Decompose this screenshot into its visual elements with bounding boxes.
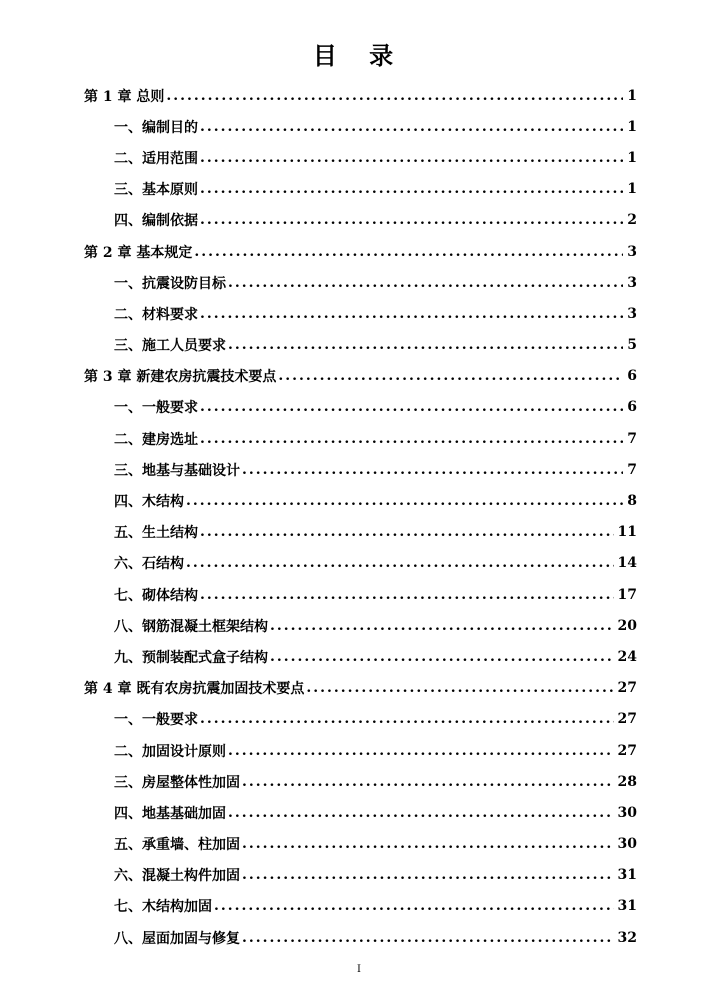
toc-chapter-entry[interactable] [84,80,637,111]
toc-entry-page: 20 [617,617,637,634]
toc-entry-page: 7 [627,430,637,447]
toc-dot-leader [242,836,614,852]
toc-dot-leader [242,930,614,946]
toc-entry-label: 五、生土结构 [114,525,198,542]
toc-dot-leader [200,399,623,415]
toc-entry-label: 五、承重墙、柱加固 [114,837,240,854]
toc-section-entry[interactable] [84,766,637,797]
toc-section-entry[interactable] [84,735,637,766]
toc-entry-label: 二、材料要求 [114,306,198,323]
toc-section-entry[interactable] [84,891,637,922]
toc-dot-leader [228,805,614,821]
toc-dot-leader [306,680,613,696]
toc-entry-label: 七、木结构加固 [114,899,212,916]
toc-dot-leader [270,649,614,665]
toc-entry-label: 四、木结构 [114,494,184,511]
toc-entry-label: 一、编制目的 [114,119,198,136]
toc-dot-leader [242,462,623,478]
toc-dot-leader [200,119,623,135]
page-number-footer: I [357,964,361,975]
toc-section-entry[interactable] [84,641,637,672]
toc-entry-page: 17 [617,586,637,603]
toc-section-entry[interactable] [84,548,637,579]
toc-chapter-entry[interactable] [84,361,637,392]
toc-chapter-entry[interactable] [84,673,637,704]
toc-section-entry[interactable] [84,860,637,891]
toc-entry-page: 7 [627,461,637,478]
toc-section-entry[interactable] [84,829,637,860]
toc-entry-page: 14 [617,555,637,572]
toc-dot-leader [200,431,623,447]
toc-entry-label: 三、施工人员要求 [114,338,226,355]
toc-section-entry[interactable] [84,174,637,205]
toc-section-entry[interactable] [84,298,637,329]
toc-entry-page: 27 [617,711,637,728]
toc-entry-label: 六、混凝土构件加固 [114,868,240,885]
toc-section-entry[interactable] [84,517,637,548]
toc-entry-page: 27 [617,742,637,759]
toc-entry-page: 8 [627,493,637,510]
toc-entry-page: 31 [617,898,637,915]
toc-section-entry[interactable] [84,454,637,485]
toc-entry-page: 3 [627,305,637,322]
toc-dot-leader [200,524,614,540]
toc-entry-page: 3 [627,274,637,291]
toc-entry-label: 三、地基与基础设计 [114,462,240,479]
toc-entry-page: 2 [627,212,637,229]
toc-entry-label: 第 2 章 基本规定 [84,244,193,261]
toc-dot-leader [186,555,614,571]
toc-dot-leader [228,337,623,353]
toc-dot-leader [228,275,623,291]
toc-section-entry[interactable] [84,205,637,236]
toc-dot-leader [194,244,623,260]
toc-entry-page: 1 [627,87,637,104]
toc-entry-label: 三、房屋整体性加固 [114,774,240,791]
toc-section-entry[interactable] [84,610,637,641]
toc-entry-label: 四、地基基础加固 [114,805,226,822]
toc-entry-label: 八、屋面加固与修复 [114,930,240,947]
toc-section-entry[interactable] [84,579,637,610]
toc-entry-label: 一、一般要求 [114,400,198,417]
toc-dot-leader [200,212,623,228]
toc-entry-page: 11 [617,524,637,541]
toc-dot-leader [278,368,623,384]
toc-entry-label: 第 1 章 总则 [84,88,165,105]
toc-entry-page: 24 [617,648,637,665]
toc-entry-page: 1 [627,181,637,198]
toc-section-entry[interactable] [84,111,637,142]
toc-entry-page: 28 [617,773,637,790]
toc-entry-label: 七、砌体结构 [114,587,198,604]
toc-dot-leader [242,867,614,883]
toc-entry-page: 3 [627,243,637,260]
toc-entry-page: 30 [617,836,637,853]
toc-entry-label: 九、预制装配式盒子结构 [114,649,268,666]
toc-entry-page: 6 [627,368,637,385]
toc-entry-page: 27 [617,680,637,697]
toc-dot-leader [200,711,614,727]
toc-section-entry[interactable] [84,797,637,828]
toc-section-entry[interactable] [84,392,637,423]
toc-entry-label: 三、基本原则 [114,182,198,199]
toc-entry-label: 第 3 章 新建农房抗震技术要点 [84,369,277,386]
toc-dot-leader [200,306,623,322]
toc-section-entry[interactable] [84,423,637,454]
toc-entry-label: 一、一般要求 [114,712,198,729]
table-of-contents [84,80,637,953]
toc-entry-page: 32 [617,929,637,946]
toc-dot-leader [200,587,614,603]
toc-entry-label: 四、编制依据 [114,213,198,230]
toc-chapter-entry[interactable] [84,236,637,267]
toc-entry-label: 六、石结构 [114,556,184,573]
toc-section-entry[interactable] [84,142,637,173]
toc-dot-leader [270,618,614,634]
toc-entry-page: 1 [627,149,637,166]
page-title: 目 录 [312,41,406,70]
toc-section-entry[interactable] [84,267,637,298]
toc-dot-leader [166,88,623,104]
toc-entry-page: 1 [627,118,637,135]
toc-section-entry[interactable] [84,704,637,735]
toc-dot-leader [228,743,614,759]
toc-entry-page: 6 [627,399,637,416]
toc-entry-page: 31 [617,867,637,884]
toc-entry-label: 八、钢筋混凝土框架结构 [114,618,268,635]
toc-dot-leader [200,181,623,197]
toc-entry-label: 二、适用范围 [114,150,198,167]
toc-dot-leader [186,493,623,509]
toc-dot-leader [214,898,614,914]
toc-entry-page: 30 [617,804,637,821]
toc-dot-leader [242,774,614,790]
toc-entry-label: 一、抗震设防目标 [114,275,226,292]
toc-entry-label: 第 4 章 既有农房抗震加固技术要点 [84,681,305,698]
toc-section-entry[interactable] [84,330,637,361]
toc-entry-label: 二、加固设计原则 [114,743,226,760]
toc-dot-leader [200,150,623,166]
toc-section-entry[interactable] [84,485,637,516]
toc-section-entry[interactable] [84,922,637,953]
toc-entry-page: 5 [627,337,637,354]
toc-entry-label: 二、建房选址 [114,431,198,448]
